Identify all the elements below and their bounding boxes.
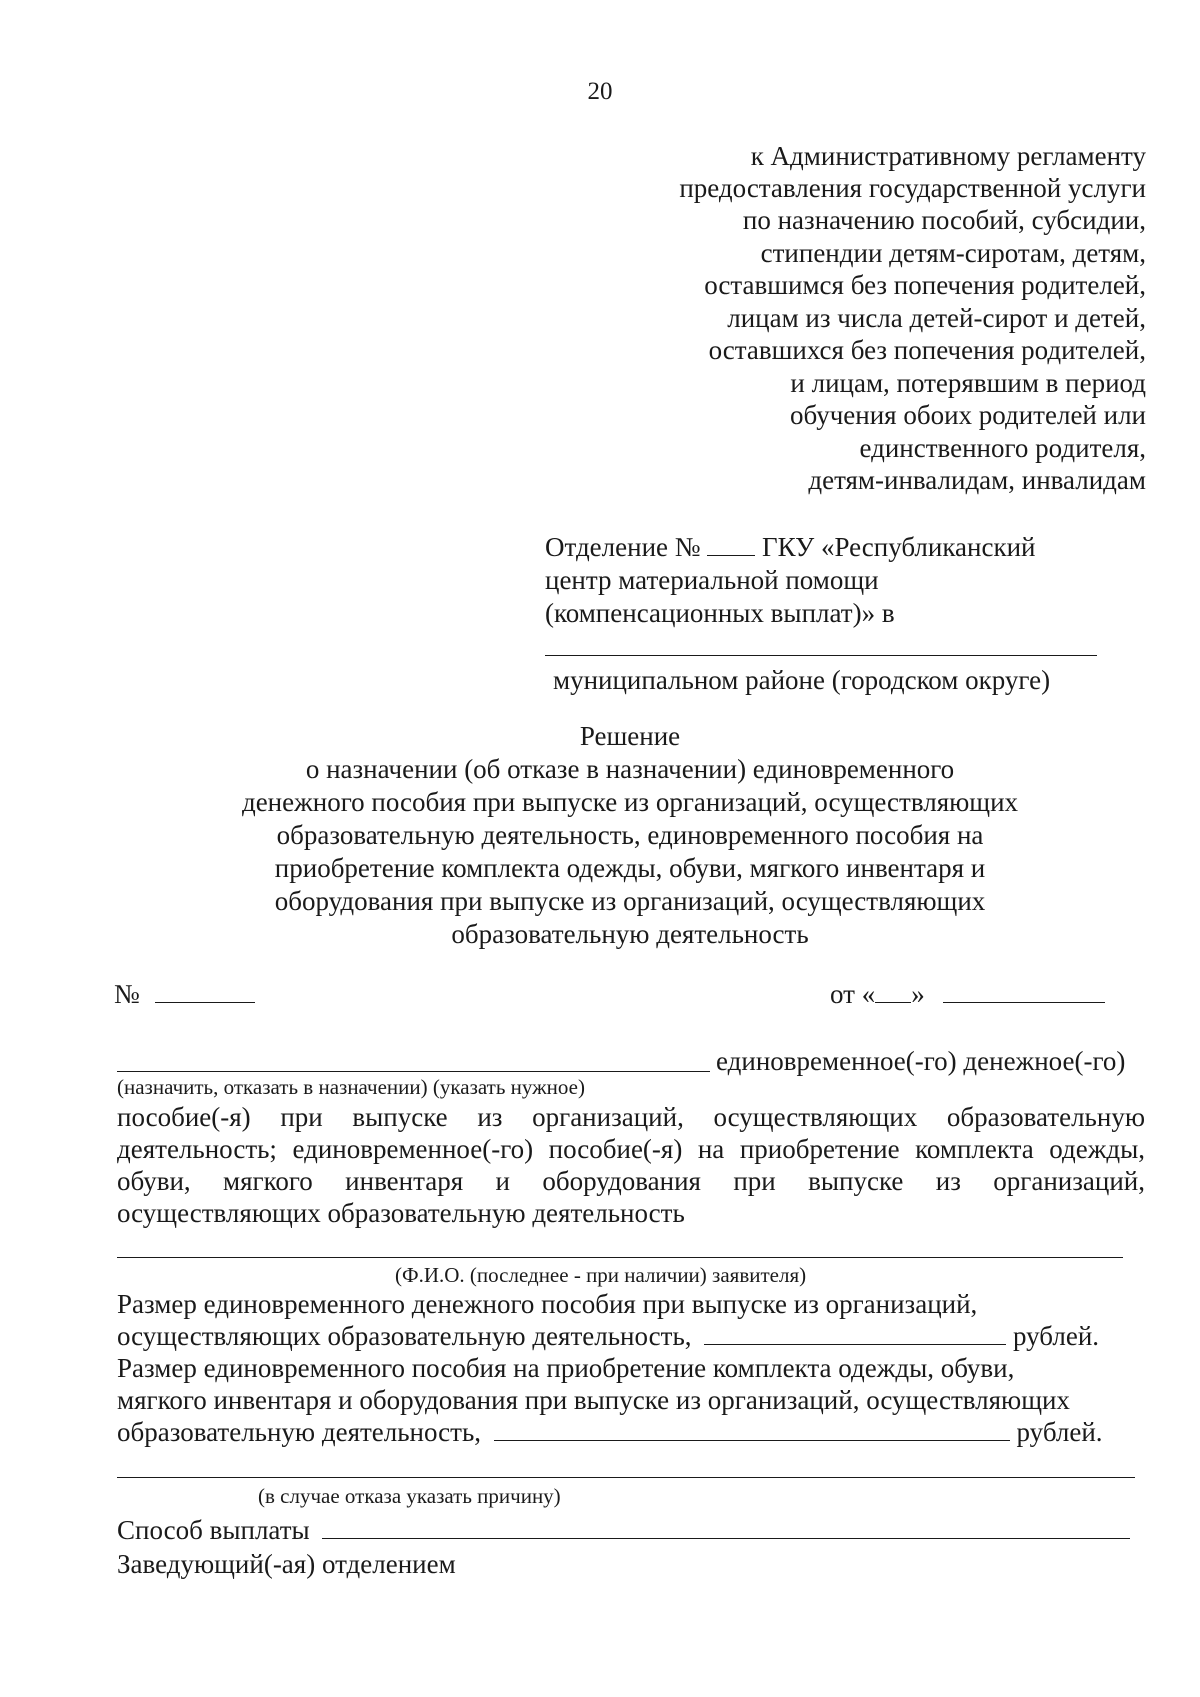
department-label: Отделение № xyxy=(545,532,701,562)
amount-line-4: мягкого инвентаря и оборудования при выпуске из организаций, осуществляющих xyxy=(117,1385,1070,1415)
decision-number-field[interactable] xyxy=(155,980,255,1003)
addressee-line-2: центр материальной помощи xyxy=(545,565,879,595)
department-number-field[interactable] xyxy=(707,533,755,556)
appendix-line: по назначению пособий, субсидии, xyxy=(742,205,1146,235)
addressee-line-4: муниципальном районе (городском округе) xyxy=(553,665,1051,695)
amount-text: осуществляющих образовательную деятельность, xyxy=(117,1321,692,1351)
amount-line-5 xyxy=(117,1416,1103,1448)
addressee-line-1 xyxy=(545,531,1035,563)
number-label: № xyxy=(114,979,140,1009)
appendix-line: оставшимся без попечения родителей, xyxy=(704,270,1146,300)
page-number: 20 xyxy=(587,78,613,105)
decision-body-last: осуществляющих образовательную деятельность xyxy=(117,1198,685,1228)
title-line: приобретение комплекта одежды, обуви, мягкого инвентаря и xyxy=(274,853,986,883)
decision-body-line: деятельность; единовременное(-го) пособие(-я) на приобретение комплекта одежды, xyxy=(117,1134,1145,1164)
rubles-label: рублей. xyxy=(1016,1417,1103,1447)
payment-row xyxy=(117,1514,1130,1546)
title-line: денежного пособия при выпуске из организаций, осуществляющих xyxy=(241,787,1019,817)
appendix-line: оставшихся без попечения родителей, xyxy=(708,335,1146,365)
appendix-line: единственного родителя, xyxy=(859,433,1146,463)
decision-body-line: обуви, мягкого инвентаря и оборудования при выпуске из организаций, xyxy=(117,1166,1145,1196)
decision-field[interactable] xyxy=(117,1071,710,1072)
amount-text: образовательную деятельность, xyxy=(117,1417,482,1447)
decision-body-line: пособие(-я) при выпуске из организаций, осуществляющих образовательную xyxy=(117,1102,1145,1132)
applicant-hint: (Ф.И.О. (последнее - при наличии) заявителя) xyxy=(395,1263,807,1287)
head-label: Заведующий(-ая) отделением xyxy=(117,1549,456,1579)
refusal-hint: (в случае отказа указать причину) xyxy=(258,1484,561,1508)
title-line: образовательную деятельность, единовременного пособия на xyxy=(276,820,984,850)
payment-label: Способ выплаты xyxy=(117,1515,310,1545)
amount-line-2 xyxy=(117,1320,1099,1352)
appendix-line: лицам из числа детей-сирот и детей, xyxy=(727,303,1146,333)
amount-line-1: Размер единовременного денежного пособия при выпуске из организаций, xyxy=(117,1289,978,1319)
appendix-line: и лицам, потерявшим в период xyxy=(790,368,1146,398)
applicant-name-field[interactable] xyxy=(117,1257,1123,1258)
payment-method-field[interactable] xyxy=(322,1516,1130,1539)
appendix-line: детям-инвалидам, инвалидам xyxy=(808,465,1146,495)
appendix-line: предоставления государственной услуги xyxy=(679,173,1146,203)
date-close: » xyxy=(911,979,925,1009)
refusal-reason-field[interactable] xyxy=(117,1477,1135,1478)
title-heading: Решение xyxy=(579,721,681,751)
department-org: ГКУ «Республиканский xyxy=(762,532,1036,562)
date-open: от « xyxy=(830,979,876,1009)
rubles-label: рублей. xyxy=(1013,1321,1100,1351)
appendix-line: обучения обоих родителей или xyxy=(790,400,1146,430)
municipality-field[interactable] xyxy=(545,655,1097,656)
decision-date-row xyxy=(830,978,1105,1010)
addressee-line-3: (компенсационных выплат)» в xyxy=(545,598,895,628)
decision-hint: (назначить, отказать в назначении) (указать нужное) xyxy=(117,1075,585,1099)
title-line: оборудования при выпуске из организаций, осуществляющих xyxy=(274,886,986,916)
decision-number-row xyxy=(114,978,255,1010)
allowance-amount-field[interactable] xyxy=(704,1322,1006,1345)
date-day-field[interactable] xyxy=(875,980,911,1003)
title-line: о назначении (об отказе в назначении) единовременного xyxy=(305,754,955,784)
clothing-amount-field[interactable] xyxy=(494,1418,1010,1441)
appendix-line: стипендии детям-сиротам, детям, xyxy=(760,238,1146,268)
title-line: образовательную деятельность xyxy=(451,919,809,949)
date-month-year-field[interactable] xyxy=(943,980,1105,1003)
amount-line-3: Размер единовременного пособия на приобретение комплекта одежды, обуви, xyxy=(117,1353,1015,1383)
decision-after-blank: единовременное(-го) денежное(-го) xyxy=(716,1046,1126,1076)
appendix-line: к Административному регламенту xyxy=(750,141,1146,171)
